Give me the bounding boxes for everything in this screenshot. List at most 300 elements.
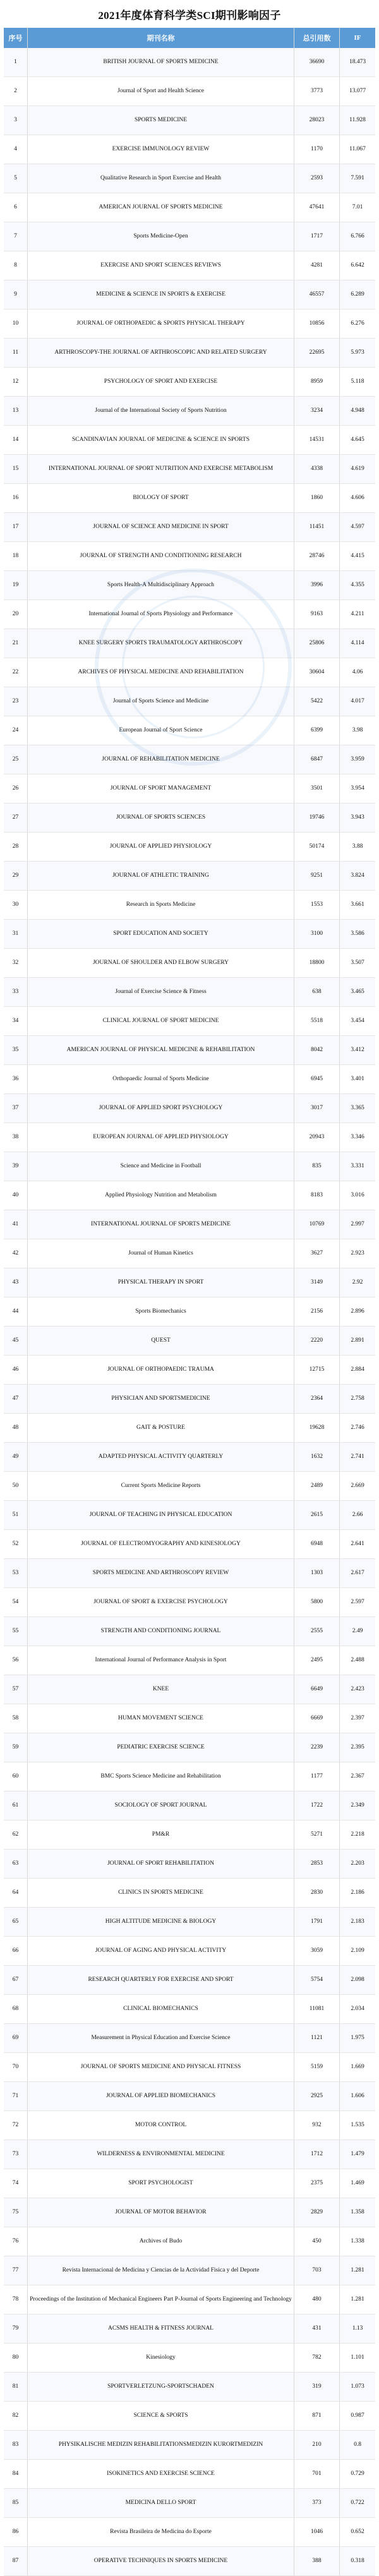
cell-citations: 1553 xyxy=(294,891,340,919)
cell-citations: 20943 xyxy=(294,1123,340,1152)
cell-journal: Orthopaedic Journal of Sports Medicine xyxy=(28,1065,294,1093)
cell-journal: Sports Biomechanics xyxy=(28,1297,294,1326)
cell-rank: 61 xyxy=(4,1791,28,1820)
cell-if: 3.412 xyxy=(351,1047,364,1054)
cell-journal: AMERICAN JOURNAL OF PHYSICAL MEDICINE & REHABILITATION xyxy=(28,1036,294,1064)
cell-rank: 83 xyxy=(4,2431,28,2459)
table-row xyxy=(4,426,375,455)
cell-if: 2.669 xyxy=(351,1483,364,1490)
cell-if: 2.997 xyxy=(351,1221,364,1228)
cell-rank: 54 xyxy=(4,1588,28,1616)
table-row xyxy=(4,2053,375,2082)
table-row xyxy=(4,1821,375,1850)
cell-if: 4.114 xyxy=(351,640,364,647)
cell-citations: 450 xyxy=(294,2227,340,2256)
cell-journal: JOURNAL OF APPLIED SPORT PSYCHOLOGY xyxy=(28,1094,294,1122)
cell-journal: Applied Physiology Nutrition and Metabolism xyxy=(28,1181,294,1210)
cell-citations: 3059 xyxy=(294,1937,340,1965)
cell-if: 6.766 xyxy=(351,233,364,240)
cell-citations: 2495 xyxy=(294,1646,340,1675)
cell-if: 3.465 xyxy=(351,989,364,996)
table-row xyxy=(4,1036,375,1065)
cell-if: 2.66 xyxy=(352,1512,363,1519)
cell-rank: 35 xyxy=(4,1036,28,1064)
table-row xyxy=(4,1908,375,1937)
cell-citations: 36690 xyxy=(294,48,340,76)
cell-citations: 11081 xyxy=(294,1995,340,2023)
cell-citations: 6945 xyxy=(294,1065,340,1093)
cell-citations: 3996 xyxy=(294,571,340,599)
cell-if: 3.586 xyxy=(351,930,364,937)
cell-rank: 82 xyxy=(4,2402,28,2430)
cell-rank: 6 xyxy=(4,193,28,222)
cell-citations: 701 xyxy=(294,2460,340,2488)
header-if: IF xyxy=(354,34,361,42)
table-row xyxy=(4,1094,375,1123)
cell-journal: Journal of the International Society of Sports Nutrition xyxy=(28,397,294,425)
cell-citations: 5800 xyxy=(294,1588,340,1616)
cell-journal: CLINICAL JOURNAL OF SPORT MEDICINE xyxy=(28,1007,294,1035)
cell-rank: 22 xyxy=(4,658,28,687)
cell-citations: 2925 xyxy=(294,2082,340,2110)
cell-if: 6.289 xyxy=(351,291,364,298)
cell-journal: ISOKINETICS AND EXERCISE SCIENCE xyxy=(28,2460,294,2488)
cell-rank: 65 xyxy=(4,1908,28,1936)
cell-rank: 9 xyxy=(4,280,28,309)
table-row xyxy=(4,833,375,862)
cell-rank: 85 xyxy=(4,2489,28,2517)
cell-citations: 3627 xyxy=(294,1239,340,1268)
cell-if: 0.318 xyxy=(351,2558,364,2565)
cell-if: 2.098 xyxy=(351,1977,364,1983)
table-row xyxy=(4,571,375,600)
cell-rank: 42 xyxy=(4,1239,28,1268)
cell-citations: 46557 xyxy=(294,280,340,309)
table-row xyxy=(4,1850,375,1879)
cell-journal: JOURNAL OF STRENGTH AND CONDITIONING RESEARCH xyxy=(28,542,294,570)
cell-if: 0.652 xyxy=(351,2529,364,2536)
cell-if: 2.92 xyxy=(352,1279,363,1286)
cell-if: 3.016 xyxy=(351,1192,364,1199)
cell-journal: INTERNATIONAL JOURNAL OF SPORT NUTRITION AND EXERCISE METABOLISM xyxy=(28,455,294,483)
cell-rank: 11 xyxy=(4,339,28,367)
cell-journal: European Journal of Sport Science xyxy=(28,716,294,745)
cell-if: 2.891 xyxy=(351,1337,364,1344)
cell-journal: BRITISH JOURNAL OF SPORTS MEDICINE xyxy=(28,48,294,76)
cell-journal: PSYCHOLOGY OF SPORT AND EXERCISE xyxy=(28,368,294,396)
cell-citations: 1712 xyxy=(294,2140,340,2169)
table-row xyxy=(4,1007,375,1036)
cell-journal: International Journal of Performance Analysis in Sport xyxy=(28,1646,294,1675)
cell-if: 2.218 xyxy=(351,1831,364,1838)
cell-rank: 12 xyxy=(4,368,28,396)
table-row xyxy=(4,1210,375,1239)
cell-journal: Journal of Sport and Health Science xyxy=(28,77,294,105)
cell-rank: 56 xyxy=(4,1646,28,1675)
table-row xyxy=(4,135,375,164)
cell-if: 1.479 xyxy=(351,2151,364,2158)
cell-rank: 63 xyxy=(4,1850,28,1878)
cell-journal: JOURNAL OF ELECTROMYOGRAPHY AND KINESIOLOGY xyxy=(28,1530,294,1558)
table-row xyxy=(4,1733,375,1762)
cell-journal: SCIENCE & SPORTS xyxy=(28,2402,294,2430)
cell-if: 3.365 xyxy=(351,1105,364,1112)
cell-citations: 5271 xyxy=(294,1821,340,1849)
cell-if: 4.017 xyxy=(351,698,364,705)
cell-journal: EXERCISE AND SPORT SCIENCES REVIEWS xyxy=(28,251,294,280)
cell-rank: 21 xyxy=(4,629,28,658)
table-row xyxy=(4,1123,375,1152)
cell-journal: OPERATIVE TECHNIQUES IN SPORTS MEDICINE xyxy=(28,2547,294,2575)
cell-if: 1.535 xyxy=(351,2122,364,2129)
cell-rank: 44 xyxy=(4,1297,28,1326)
cell-if: 1.358 xyxy=(351,2209,364,2216)
cell-journal: JOURNAL OF SPORT REHABILITATION xyxy=(28,1850,294,1878)
cell-rank: 30 xyxy=(4,891,28,919)
table-row xyxy=(4,1414,375,1443)
cell-rank: 23 xyxy=(4,687,28,716)
cell-journal: SCANDINAVIAN JOURNAL OF MEDICINE & SCIENCE IN SPORTS xyxy=(28,426,294,454)
cell-rank: 28 xyxy=(4,833,28,861)
cell-if: 1.669 xyxy=(351,2064,364,2071)
cell-citations: 28746 xyxy=(294,542,340,570)
cell-journal: MEDICINA DELLO SPORT xyxy=(28,2489,294,2517)
table-row xyxy=(4,1588,375,1617)
cell-if: 2.349 xyxy=(351,1802,364,1809)
cell-citations: 2220 xyxy=(294,1327,340,1355)
table-row xyxy=(4,1268,375,1297)
cell-journal: JOURNAL OF ORTHOPAEDIC & SPORTS PHYSICAL THERAPY xyxy=(28,310,294,338)
cell-citations: 28023 xyxy=(294,106,340,135)
table-row xyxy=(4,1327,375,1356)
cell-rank: 59 xyxy=(4,1733,28,1762)
cell-citations: 8959 xyxy=(294,368,340,396)
table-row xyxy=(4,542,375,571)
table-row xyxy=(4,310,375,339)
cell-journal: JOURNAL OF SPORT & EXERCISE PSYCHOLOGY xyxy=(28,1588,294,1616)
cell-if: 4.415 xyxy=(351,553,364,560)
cell-journal: SPORT PSYCHOLOGIST xyxy=(28,2169,294,2198)
cell-rank: 19 xyxy=(4,571,28,599)
cell-journal: PHYSICIAN AND SPORTSMEDICINE xyxy=(28,1385,294,1413)
table-row xyxy=(4,658,375,687)
cell-citations: 1860 xyxy=(294,484,340,512)
cell-journal: MEDICINE & SCIENCE IN SPORTS & EXERCISE xyxy=(28,280,294,309)
cell-journal: JOURNAL OF APPLIED BIOMECHANICS xyxy=(28,2082,294,2110)
cell-journal: JOURNAL OF REHABILITATION MEDICINE xyxy=(28,745,294,774)
cell-journal: KNEE SURGERY SPORTS TRAUMATOLOGY ARTHROSCOPY xyxy=(28,629,294,658)
cell-rank: 17 xyxy=(4,513,28,541)
cell-citations: 4281 xyxy=(294,251,340,280)
table-row xyxy=(4,1559,375,1588)
cell-if: 1.101 xyxy=(351,2354,364,2361)
table-row xyxy=(4,251,375,280)
table-row xyxy=(4,1297,375,1327)
cell-rank: 38 xyxy=(4,1123,28,1152)
cell-citations: 19628 xyxy=(294,1414,340,1442)
table-row xyxy=(4,1385,375,1414)
cell-journal: Qualitative Research in Sport Exercise and Health xyxy=(28,164,294,193)
cell-citations: 2615 xyxy=(294,1501,340,1529)
cell-if: 1.281 xyxy=(351,2296,364,2303)
cell-journal: Sports Medicine-Open xyxy=(28,222,294,251)
cell-citations: 47641 xyxy=(294,193,340,222)
cell-journal: PEDIATRIC EXERCISE SCIENCE xyxy=(28,1733,294,1762)
table-row xyxy=(4,513,375,542)
table-row xyxy=(4,1530,375,1559)
cell-rank: 74 xyxy=(4,2169,28,2198)
cell-if: 2.203 xyxy=(351,1860,364,1867)
table-row xyxy=(4,1356,375,1385)
cell-if: 5.973 xyxy=(351,349,364,356)
cell-journal: ARTHROSCOPY-THE JOURNAL OF ARTHROSCOPIC AND RELATED SURGERY xyxy=(28,339,294,367)
cell-journal: AMERICAN JOURNAL OF SPORTS MEDICINE xyxy=(28,193,294,222)
table-row xyxy=(4,1065,375,1094)
table-row xyxy=(4,1937,375,1966)
table-row xyxy=(4,2169,375,2198)
table-row xyxy=(4,2285,375,2314)
cell-if: 0.8 xyxy=(354,2441,361,2448)
cell-rank: 24 xyxy=(4,716,28,745)
cell-journal: ARCHIVES OF PHYSICAL MEDICINE AND REHABILITATION xyxy=(28,658,294,687)
cell-journal: SPORTVERLETZUNG-SPORTSCHADEN xyxy=(28,2373,294,2401)
cell-rank: 40 xyxy=(4,1181,28,1210)
cell-if: 2.641 xyxy=(351,1541,364,1548)
cell-if: 2.034 xyxy=(351,2006,364,2013)
cell-if: 3.959 xyxy=(351,756,364,763)
cell-rank: 37 xyxy=(4,1094,28,1122)
cell-rank: 8 xyxy=(4,251,28,280)
cell-rank: 87 xyxy=(4,2547,28,2575)
table-row xyxy=(4,1501,375,1530)
cell-if: 1.13 xyxy=(352,2325,363,2332)
cell-journal: Proceedings of the Institution of Mechanical Engineers Part P-Journal of Sports Engineering and Technology xyxy=(28,2285,294,2314)
cell-journal: JOURNAL OF APPLIED PHYSIOLOGY xyxy=(28,833,294,861)
table-row xyxy=(4,397,375,426)
cell-journal: MOTOR CONTROL xyxy=(28,2111,294,2140)
cell-rank: 45 xyxy=(4,1327,28,1355)
cell-if: 0.987 xyxy=(351,2412,364,2419)
cell-citations: 480 xyxy=(294,2285,340,2314)
table-row xyxy=(4,2024,375,2053)
cell-citations: 1791 xyxy=(294,1908,340,1936)
cell-citations: 1722 xyxy=(294,1791,340,1820)
cell-rank: 3 xyxy=(4,106,28,135)
table-row xyxy=(4,2489,375,2518)
cell-rank: 60 xyxy=(4,1762,28,1791)
cell-citations: 18800 xyxy=(294,949,340,977)
cell-citations: 1632 xyxy=(294,1443,340,1471)
cell-if: 4.355 xyxy=(351,582,364,589)
cell-citations: 2364 xyxy=(294,1385,340,1413)
cell-journal: Journal of Sports Science and Medicine xyxy=(28,687,294,716)
table-row xyxy=(4,77,375,106)
cell-citations: 9163 xyxy=(294,600,340,629)
cell-if: 4.597 xyxy=(351,524,364,531)
table-row xyxy=(4,2140,375,2169)
cell-if: 2.109 xyxy=(351,1947,364,1954)
cell-citations: 2239 xyxy=(294,1733,340,1762)
cell-journal: JOURNAL OF ORTHOPAEDIC TRAUMA xyxy=(28,1356,294,1384)
cell-citations: 3234 xyxy=(294,397,340,425)
cell-rank: 86 xyxy=(4,2518,28,2546)
cell-journal: JOURNAL OF SPORTS MEDICINE AND PHYSICAL FITNESS xyxy=(28,2053,294,2081)
cell-rank: 57 xyxy=(4,1675,28,1704)
table-row xyxy=(4,600,375,629)
cell-if: 3.824 xyxy=(351,872,364,879)
cell-if: 1.073 xyxy=(351,2383,364,2390)
cell-rank: 46 xyxy=(4,1356,28,1384)
cell-rank: 52 xyxy=(4,1530,28,1558)
cell-citations: 11451 xyxy=(294,513,340,541)
table-row xyxy=(4,1879,375,1908)
cell-rank: 66 xyxy=(4,1937,28,1965)
cell-journal: EUROPEAN JOURNAL OF APPLIED PHYSIOLOGY xyxy=(28,1123,294,1152)
cell-citations: 6669 xyxy=(294,1704,340,1733)
cell-citations: 3501 xyxy=(294,774,340,803)
cell-rank: 20 xyxy=(4,600,28,629)
cell-journal: BMC Sports Science Medicine and Rehabilitation xyxy=(28,1762,294,1791)
cell-if: 1.469 xyxy=(351,2180,364,2187)
cell-rank: 16 xyxy=(4,484,28,512)
cell-journal: JOURNAL OF SPORTS SCIENCES xyxy=(28,803,294,832)
cell-citations: 9251 xyxy=(294,862,340,890)
cell-citations: 14531 xyxy=(294,426,340,454)
cell-rank: 4 xyxy=(4,135,28,164)
cell-if: 7.591 xyxy=(351,175,364,182)
cell-rank: 64 xyxy=(4,1879,28,1907)
cell-citations: 5518 xyxy=(294,1007,340,1035)
cell-if: 2.186 xyxy=(351,1889,364,1896)
cell-journal: Revista Brasileira de Medicina do Esporte xyxy=(28,2518,294,2546)
cell-rank: 2 xyxy=(4,77,28,105)
cell-citations: 2156 xyxy=(294,1297,340,1326)
cell-citations: 210 xyxy=(294,2431,340,2459)
cell-citations: 5422 xyxy=(294,687,340,716)
cell-if: 2.423 xyxy=(351,1686,364,1693)
cell-if: 2.183 xyxy=(351,1918,364,1925)
table-row xyxy=(4,1791,375,1821)
cell-if: 3.454 xyxy=(351,1018,364,1025)
table-row xyxy=(4,280,375,310)
table-body xyxy=(4,48,375,2576)
cell-citations: 3149 xyxy=(294,1268,340,1297)
cell-citations: 319 xyxy=(294,2373,340,2401)
cell-rank: 72 xyxy=(4,2111,28,2140)
cell-rank: 33 xyxy=(4,978,28,1006)
cell-citations: 2593 xyxy=(294,164,340,193)
page-title: 2021年度体育科学类SCI期刊影响因子 xyxy=(98,9,281,21)
cell-rank: 67 xyxy=(4,1966,28,1994)
cell-journal: Journal of Human Kinetics xyxy=(28,1239,294,1268)
table-row xyxy=(4,1443,375,1472)
cell-journal: PM&R xyxy=(28,1821,294,1849)
cell-citations: 2489 xyxy=(294,1472,340,1500)
cell-rank: 31 xyxy=(4,920,28,948)
cell-citations: 1303 xyxy=(294,1559,340,1587)
cell-journal: PHYSICAL THERAPY IN SPORT xyxy=(28,1268,294,1297)
cell-if: 3.98 xyxy=(352,727,363,734)
table-row xyxy=(4,1966,375,1995)
cell-journal: JOURNAL OF AGING AND PHYSICAL ACTIVITY xyxy=(28,1937,294,1965)
cell-citations: 4338 xyxy=(294,455,340,483)
header-journal: 期刊名称 xyxy=(28,28,294,48)
table-row xyxy=(4,1675,375,1704)
table-row xyxy=(4,891,375,920)
table-row xyxy=(4,1181,375,1210)
cell-journal: ACSMS HEALTH & FITNESS JOURNAL xyxy=(28,2314,294,2343)
cell-citations: 22695 xyxy=(294,339,340,367)
table-row xyxy=(4,164,375,193)
cell-rank: 5 xyxy=(4,164,28,193)
cell-if: 3.943 xyxy=(351,814,364,821)
cell-citations: 871 xyxy=(294,2402,340,2430)
table-row xyxy=(4,862,375,891)
cell-rank: 62 xyxy=(4,1821,28,1849)
cell-journal: CLINICS IN SPORTS MEDICINE xyxy=(28,1879,294,1907)
cell-rank: 39 xyxy=(4,1152,28,1181)
cell-rank: 50 xyxy=(4,1472,28,1500)
cell-rank: 15 xyxy=(4,455,28,483)
table-row xyxy=(4,2402,375,2431)
cell-if: 3.507 xyxy=(351,960,364,966)
cell-citations: 12715 xyxy=(294,1356,340,1384)
cell-rank: 55 xyxy=(4,1617,28,1646)
cell-citations: 835 xyxy=(294,1152,340,1181)
table-row xyxy=(4,2314,375,2344)
cell-citations: 3100 xyxy=(294,920,340,948)
table-row xyxy=(4,2111,375,2140)
cell-journal: Archives of Budo xyxy=(28,2227,294,2256)
cell-rank: 29 xyxy=(4,862,28,890)
cell-rank: 10 xyxy=(4,310,28,338)
table-header xyxy=(4,28,375,48)
cell-citations: 30604 xyxy=(294,658,340,687)
header-rank: 序号 xyxy=(4,28,28,48)
table-row xyxy=(4,368,375,397)
cell-citations: 2555 xyxy=(294,1617,340,1646)
cell-citations: 1177 xyxy=(294,1762,340,1791)
cell-rank: 78 xyxy=(4,2285,28,2314)
cell-journal: JOURNAL OF TEACHING IN PHYSICAL EDUCATION xyxy=(28,1501,294,1529)
cell-journal: Revista Internacional de Medicina y Ciencias de la Actividad Fisica y del Deporte xyxy=(28,2256,294,2285)
cell-journal: SPORTS MEDICINE AND ARTHROSCOPY REVIEW xyxy=(28,1559,294,1587)
cell-journal: PHYSIKALISCHE MEDIZIN REHABILITATIONSMEDIZIN KURORTMEDIZIN xyxy=(28,2431,294,2459)
cell-if: 1.338 xyxy=(351,2238,364,2245)
cell-if: 1.606 xyxy=(351,2093,364,2100)
cell-rank: 68 xyxy=(4,1995,28,2023)
cell-if: 2.597 xyxy=(351,1599,364,1606)
header-citations: 总引用数 xyxy=(294,28,340,48)
cell-citations: 638 xyxy=(294,978,340,1006)
cell-citations: 2829 xyxy=(294,2198,340,2227)
table-row xyxy=(4,2431,375,2460)
cell-if: 2.367 xyxy=(351,1773,364,1780)
cell-journal: JOURNAL OF SHOULDER AND ELBOW SURGERY xyxy=(28,949,294,977)
cell-if: 3.331 xyxy=(351,1163,364,1170)
cell-citations: 50174 xyxy=(294,833,340,861)
cell-journal: SPORTS MEDICINE xyxy=(28,106,294,135)
cell-if: 4.619 xyxy=(351,466,364,472)
table-row xyxy=(4,222,375,251)
cell-if: 2.923 xyxy=(351,1250,364,1257)
cell-journal: STRENGTH AND CONDITIONING JOURNAL xyxy=(28,1617,294,1646)
table-row xyxy=(4,106,375,135)
cell-if: 5.118 xyxy=(351,378,364,385)
cell-journal: BIOLOGY OF SPORT xyxy=(28,484,294,512)
table-row xyxy=(4,1762,375,1791)
cell-journal: RESEARCH QUARTERLY FOR EXERCISE AND SPORT xyxy=(28,1966,294,1994)
